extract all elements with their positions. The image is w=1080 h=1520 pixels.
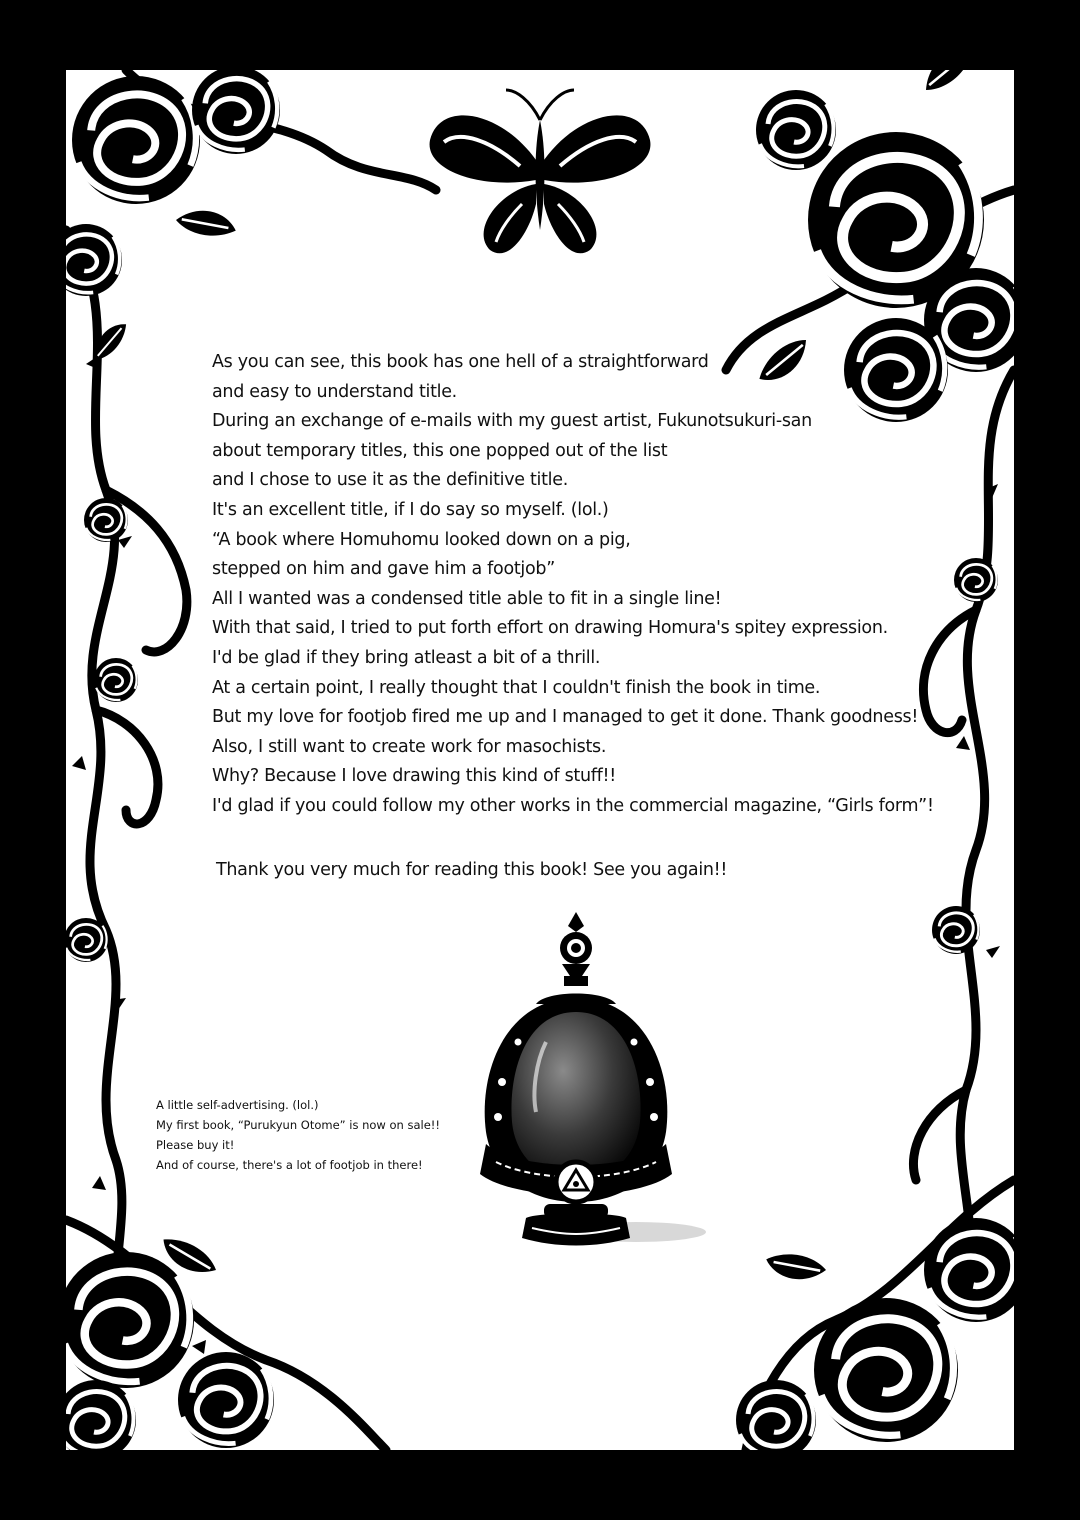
- ad-note: [156, 1095, 440, 1175]
- afterword-line: Also, I still want to create work for masochists.: [212, 736, 607, 757]
- ad-note-line: And of course, there's a lot of footjob in there!: [156, 1158, 423, 1172]
- ad-note-line: My first book, “Purukyun Otome” is now on sale!!: [156, 1118, 441, 1132]
- afterword-line: I'd glad if you could follow my other works in the commercial magazine, “Girls form”!: [212, 795, 934, 816]
- afterword-line: and easy to understand title.: [212, 381, 457, 402]
- page-panel: [66, 70, 1014, 1450]
- afterword-line: Why? Because I love drawing this kind of stuff!!: [212, 766, 616, 787]
- afterword-text: [212, 348, 972, 822]
- afterword-line: It's an excellent title, if I do say so myself. (lol.): [212, 499, 609, 520]
- ad-note-line: A little self-advertising. (lol.): [156, 1098, 319, 1112]
- butterfly-icon: [430, 90, 651, 253]
- ad-note-line: Please buy it!: [156, 1138, 235, 1152]
- afterword-line: With that said, I tried to put forth effort on drawing Homura's spitey expression.: [212, 618, 888, 639]
- soul-gem-icon: [436, 912, 716, 1252]
- afterword-line: “A book where Homuhomu looked down on a pig,: [212, 529, 631, 550]
- afterword-line: All I wanted was a condensed title able to fit in a single line!: [212, 588, 722, 609]
- afterword-line: But my love for footjob fired me up and I managed to get it done. Thank goodness!: [212, 707, 919, 728]
- afterword-line: As you can see, this book has one hell of a straightforward: [212, 352, 709, 372]
- afterword-line: During an exchange of e-mails with my guest artist, Fukunotsukuri-san: [212, 411, 812, 432]
- afterword-line: and I chose to use it as the definitive title.: [212, 470, 568, 491]
- closing-line: Thank you very much for reading this book! See you again!!: [216, 860, 728, 880]
- afterword-line: I'd be glad if they bring atleast a bit of a thrill.: [212, 647, 601, 668]
- afterword-line: stepped on him and gave him a footjob”: [212, 559, 555, 580]
- afterword-line: At a certain point, I really thought that I couldn't finish the book in time.: [212, 677, 821, 698]
- afterword-line: about temporary titles, this one popped out of the list: [212, 440, 668, 461]
